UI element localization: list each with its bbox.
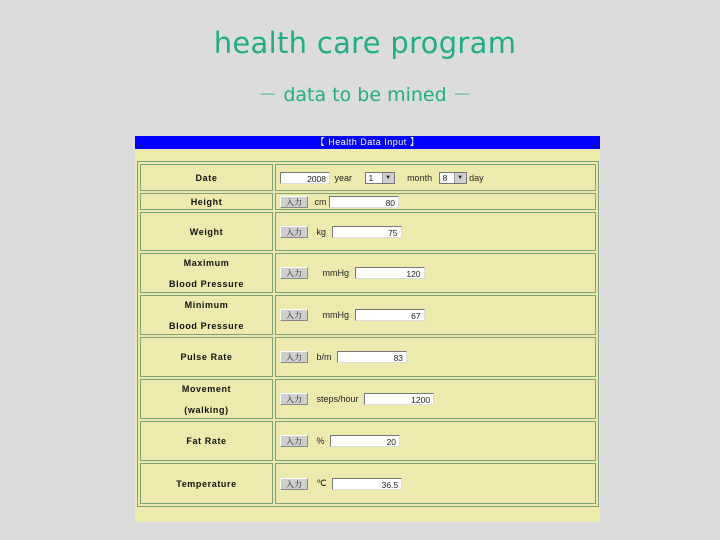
weight-input[interactable]: 75 [332,226,402,238]
form-row-fat-rate [140,421,596,461]
chevron-down-icon: ▼ [382,173,394,183]
month-label: month [407,172,433,183]
max-bp-input[interactable]: 120 [355,267,425,279]
weight-unit: kg [316,226,327,237]
max-bp-unit: mmHg [322,268,350,278]
health-data-form [137,161,599,507]
max-bp-input-button[interactable]: 入力 [280,267,308,279]
movement-input[interactable]: 1200 [364,393,434,405]
temperature-input[interactable]: 36.5 [332,478,402,490]
chevron-down-icon: ▼ [454,173,466,183]
form-row-weight [140,212,596,251]
form-row-pulse-rate [140,337,596,377]
form-row-temperature [140,463,596,504]
form-row-height [140,193,596,210]
temperature-label: Temperature [176,478,237,489]
day-label: day [469,172,484,183]
panel-header: 【 Health Data Input 】 [135,136,600,149]
height-input-button[interactable]: 入力 [280,196,308,208]
max-bp-label: Maximum [183,257,230,268]
height-label: Height [190,196,223,207]
movement-label-line2: (walking) [184,404,229,415]
year-label: year [334,172,353,183]
min-bp-unit: mmHg [322,310,350,320]
temperature-input-button[interactable]: 入力 [280,478,308,490]
height-unit: cm [314,196,327,207]
movement-input-button[interactable]: 入力 [280,393,308,405]
slide-title: health care program [213,26,517,60]
min-bp-input-button[interactable]: 入力 [280,309,308,321]
form-row-movement [140,379,596,419]
weight-label: Weight [189,226,224,237]
form-row-max-blood-pressure [140,253,596,293]
date-label: Date [140,164,273,191]
movement-label: Movement [181,383,232,394]
form-row-date [140,164,596,191]
pulse-rate-input[interactable]: 83 [337,351,407,363]
month-value: 1 [368,172,374,183]
fat-rate-input[interactable]: 20 [330,435,400,447]
day-value: 8 [442,172,448,183]
min-bp-label-line2: Blood Pressure [169,320,244,331]
pulse-rate-label: Pulse Rate [180,352,233,362]
fat-rate-input-button[interactable]: 入力 [280,435,308,447]
pulse-rate-unit: b/m [316,352,332,362]
pulse-rate-input-button[interactable]: 入力 [280,351,308,363]
day-select[interactable] [439,172,467,184]
health-data-panel [135,136,600,522]
month-select[interactable] [365,172,395,184]
fat-rate-label: Fat Rate [186,436,227,446]
movement-unit: steps/hour [316,394,359,404]
weight-input-button[interactable]: 入力 [280,226,308,238]
form-row-min-blood-pressure [140,295,596,335]
min-bp-label: Minimum [184,299,229,310]
year-input[interactable]: 2008 [280,172,330,184]
slide-subtitle: － data to be mined － [258,84,472,106]
temperature-unit: ℃ [316,478,327,488]
height-input[interactable]: 80 [329,196,399,208]
max-bp-label-line2: Blood Pressure [169,278,244,289]
fat-rate-unit: % [316,436,325,446]
min-bp-input[interactable]: 67 [355,309,425,321]
